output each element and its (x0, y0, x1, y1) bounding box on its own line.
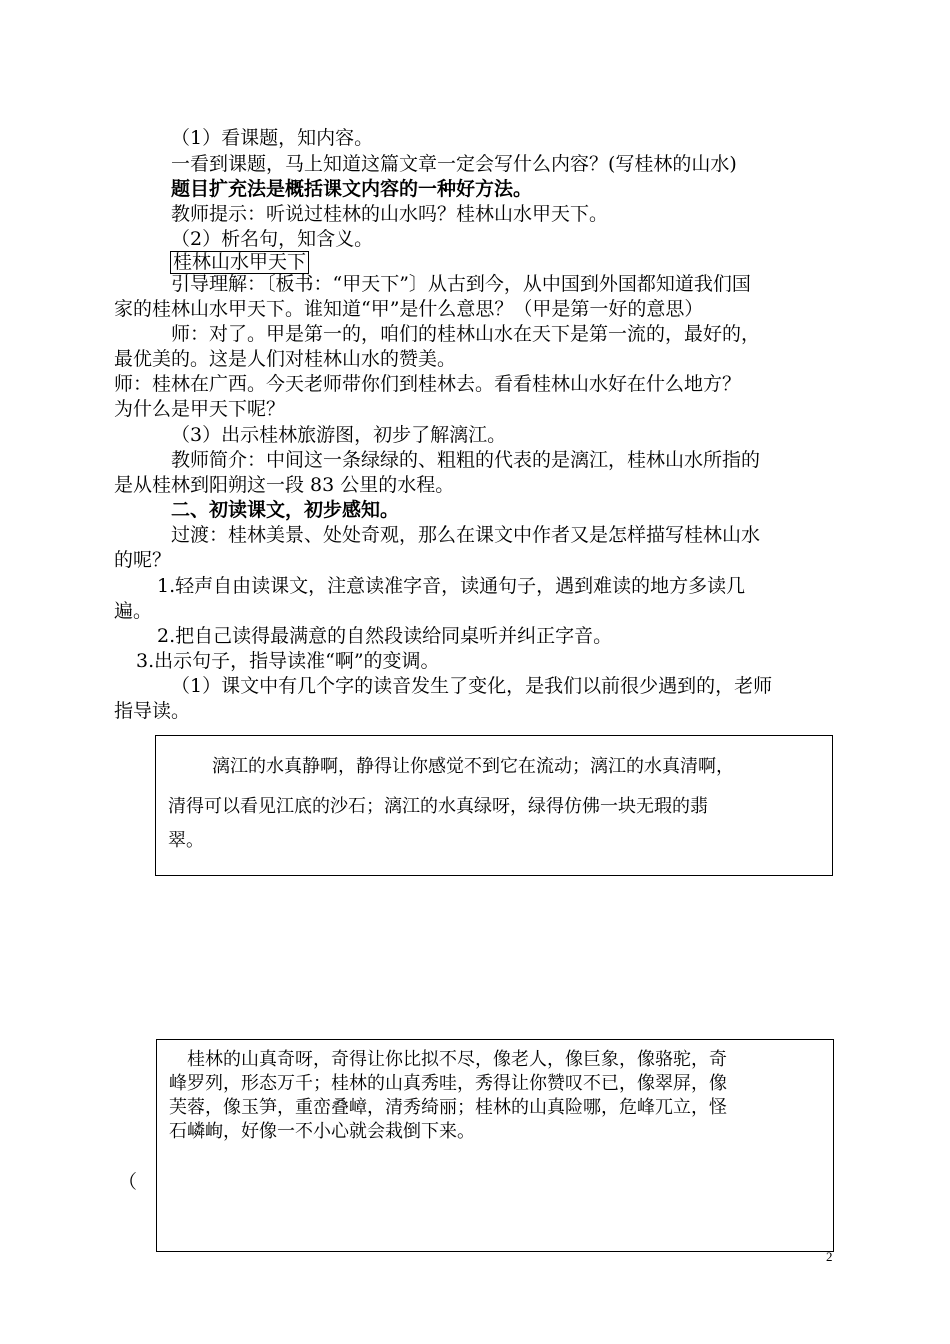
quote-line: 翠。 (168, 830, 204, 851)
quote-line: 芙蓉，像玉笋，重峦叠嶂，清秀绮丽；桂林的山真险哪，危峰兀立，怪 (169, 1097, 727, 1118)
text-line: 是从桂林到阳朔这一段 83 公里的水程。 (114, 474, 455, 496)
text-line: 一看到课题，马上知道这篇文章一定会写什么内容？(写桂林的山水) (171, 153, 737, 175)
text-line: 教师简介：中间这一条绿绿的、粗粗的代表的是漓江，桂林山水所指的 (171, 449, 761, 471)
text-line: 师：对了。甲是第一的，咱们的桂林山水在天下是第一流的，最好的， (171, 323, 761, 345)
quote-line: 石嶙峋，好像一不小心就会栽倒下来。 (169, 1121, 475, 1142)
text-line: 1.轻声自由读课文，注意读准字音，读通句子，遇到难读的地方多读几 (157, 575, 746, 597)
text-line: 过渡：桂林美景、处处奇观，那么在课文中作者又是怎样描写桂林山水 (171, 524, 761, 546)
text-line: 最优美的。这是人们对桂林山水的赞美。 (114, 348, 457, 370)
text-line: （3）出示桂林旅游图，初步了解漓江。 (171, 424, 507, 446)
quote-box-lijiang (155, 735, 833, 876)
text-line: 3.出示句子，指导读准“啊”的变调。 (136, 650, 440, 672)
quote-line: 桂林的山真奇呀，奇得让你比拟不尽，像老人，像巨象，像骆驼，奇 (187, 1049, 727, 1070)
text-line: （1）看课题，知内容。 (171, 127, 374, 149)
stray-parenthesis: （ (118, 1171, 138, 1193)
text-line: 家的桂林山水甲天下。谁知道“甲”是什么意思？（甲是第一好的意思） (114, 298, 704, 320)
text-line: 师：桂林在广西。今天老师带你们到桂林去。看看桂林山水好在什么地方？ (114, 373, 742, 395)
famous-phrase: 桂林山水甲天下 (170, 251, 309, 274)
text-line: 为什么是甲天下呢？ (114, 398, 286, 420)
text-line: 2.把自己读得最满意的自然段读给同桌听并纠正字音。 (157, 625, 613, 647)
text-line: 引导理解：〔板书：“甲天下”〕从古到今，从中国到外国都知道我们国 (171, 273, 751, 295)
text-line: （2）析名句，知含义。 (171, 228, 374, 250)
quote-line: 漓江的水真静啊，静得让你感觉不到它在流动；漓江的水真清啊， (212, 756, 734, 777)
text-line: 的呢？ (114, 549, 172, 571)
text-line: 指导读。 (114, 700, 191, 722)
quote-box-guilin-mountains (156, 1039, 834, 1252)
bold-heading-line: 题目扩充法是概括课文内容的一种好方法。 (171, 178, 533, 200)
section-heading: 二、初读课文，初步感知。 (171, 499, 400, 521)
page-number: 2 (826, 1249, 833, 1264)
text-line: 教师提示：听说过桂林的山水吗？桂林山水甲天下。 (171, 203, 609, 225)
quote-line: 峰罗列，形态万千；桂林的山真秀哇，秀得让你赞叹不已，像翠屏，像 (169, 1073, 727, 1094)
text-line: （1）课文中有几个字的读音发生了变化，是我们以前很少遇到的，老师 (171, 675, 773, 697)
quote-line: 清得可以看见江底的沙石；漓江的水真绿呀，绿得仿佛一块无瑕的翡 (168, 796, 708, 817)
text-line: 遍。 (114, 600, 153, 622)
